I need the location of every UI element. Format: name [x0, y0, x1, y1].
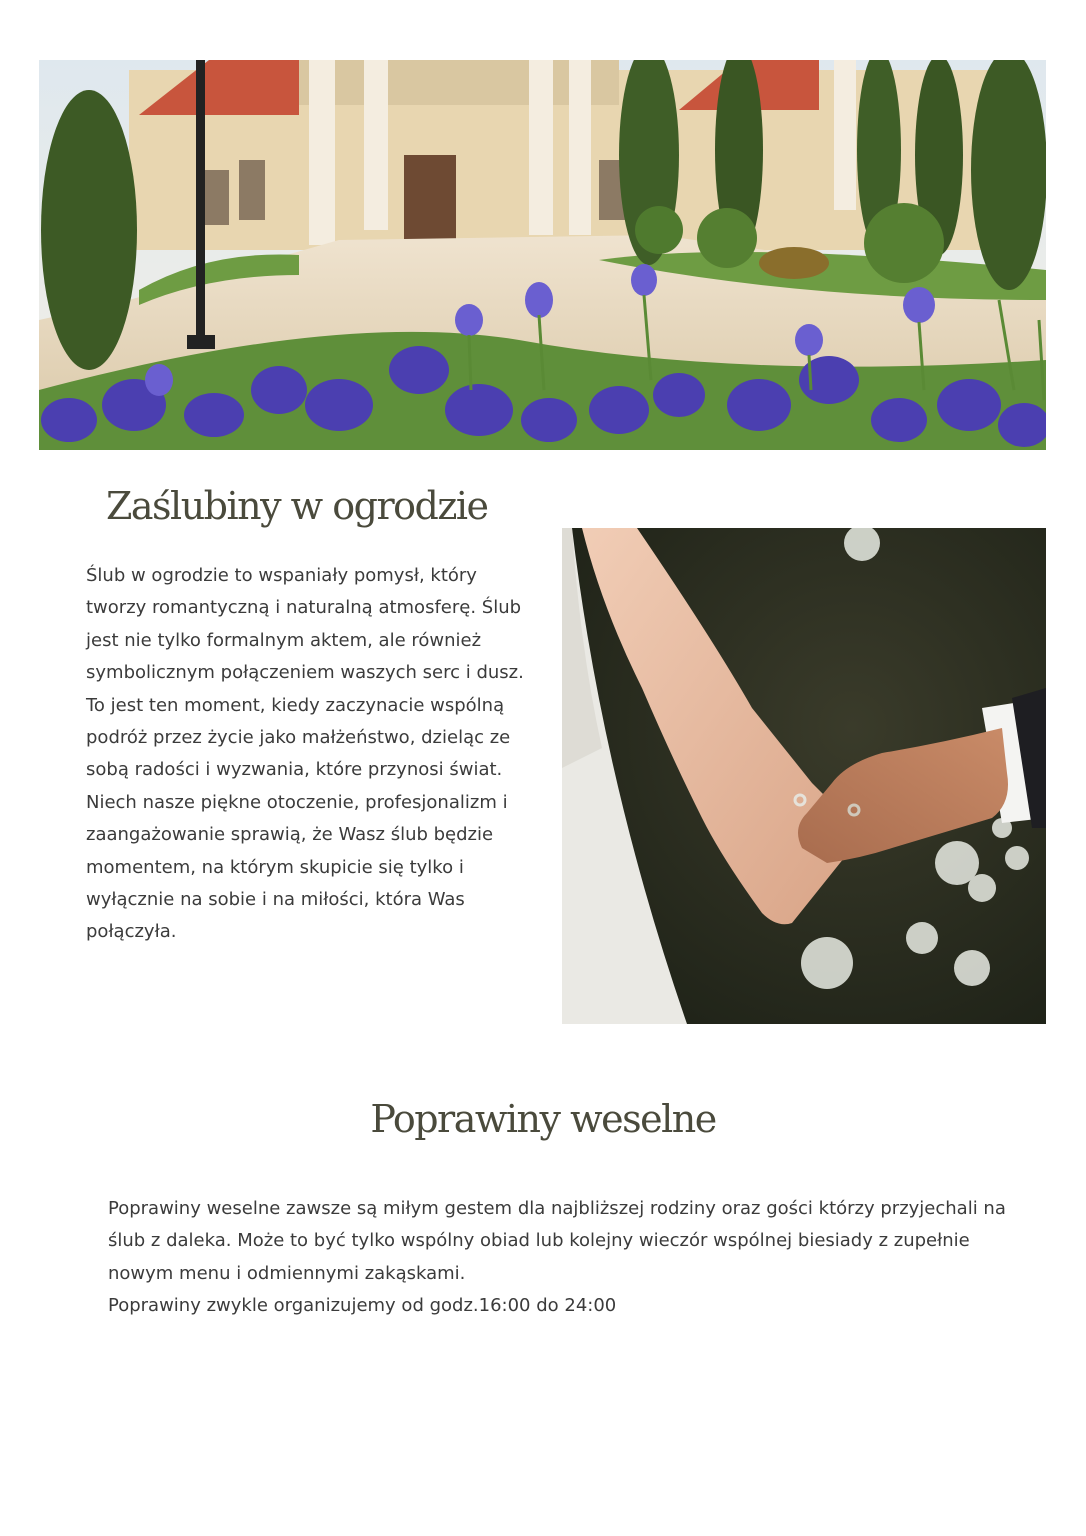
- paragraph: Poprawiny weselne zawsze są miłym gestem dla najbliższej rodziny oraz gości którzy przyjechali na ślub z daleka. Może to być tylko wspólny obiad lub kolejny wieczór wspólnej biesiady z zupełnie nowym menu i odmiennymi zakąskami.: [108, 1198, 1006, 1284]
- paragraph: Niech nasze piękne otoczenie, profesjonalizm i zaangażowanie sprawią, że Wasz ślub będzie momentem, na którym skupicie się tylko i wyłącznie na sobie i na miłości, która Was połączyła.: [86, 791, 508, 943]
- paragraph: Poprawiny zwykle organizujemy od godz.16:00 do 24:00: [108, 1295, 617, 1317]
- photo-holding-hands-rings: [562, 528, 1046, 1024]
- section-text-after-party: [108, 1193, 1008, 1323]
- section-title-after-party: Poprawiny weselne: [370, 1097, 716, 1141]
- hero-photo-garden-manor: [39, 60, 1046, 450]
- garden-manor-illustration: [39, 60, 1046, 450]
- paragraph: Ślub w ogrodzie to wspaniały pomysł, który tworzy romantyczną i naturalną atmosferę. Ślub jest nie tylko formalnym aktem, ale również symbolicznym połączeniem waszych serc i dusz. To jest ten moment, kiedy zaczynacie wspólną podróż przez życie jako małżeństwo, dzieląc ze sobą radości i wyzwania, które przynosi świat.: [86, 565, 524, 781]
- section-text-garden-wedding: [86, 560, 526, 949]
- holding-hands-illustration: [562, 528, 1046, 1024]
- section-title-garden-wedding: Zaślubiny w ogrodzie: [106, 484, 488, 528]
